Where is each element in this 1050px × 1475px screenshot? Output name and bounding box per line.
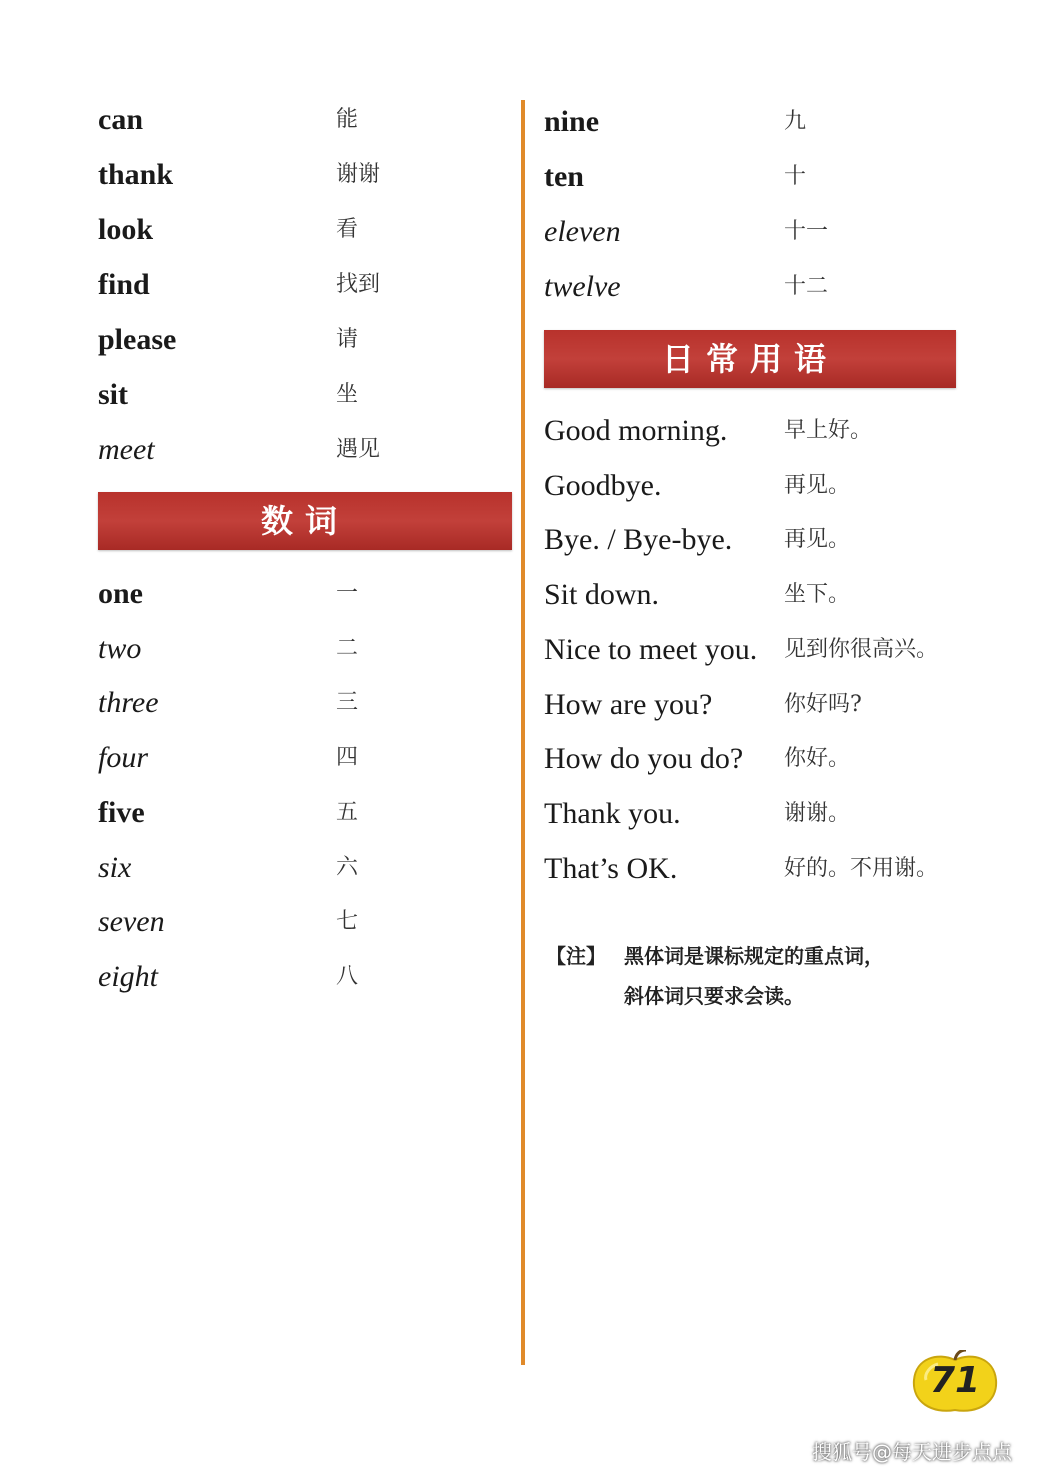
phrases-heading: 日常用语 — [544, 330, 956, 388]
english-term: How are you? — [544, 687, 713, 721]
chinese-translation: 十一 — [784, 219, 829, 244]
note-tag: 【注】 — [546, 944, 606, 968]
chinese-translation: 再见。 — [784, 472, 851, 498]
english-term: Bye. / Bye-bye. — [544, 523, 733, 557]
chinese-translation: 谢谢。 — [784, 800, 851, 826]
english-term: ten — [544, 160, 584, 193]
chinese-translation: 二 — [336, 635, 359, 661]
english-term: thank — [98, 158, 174, 191]
chinese-translation: 能 — [336, 107, 359, 132]
chinese-translation: 请 — [336, 327, 359, 352]
english-term: Good morning. — [544, 414, 728, 447]
chinese-translation: 你好。 — [784, 746, 851, 772]
english-term: How do you do? — [544, 742, 744, 776]
english-term: five — [98, 795, 145, 829]
chinese-translation: 四 — [336, 745, 359, 771]
english-term: one — [98, 577, 143, 610]
english-term: Sit down. — [544, 578, 660, 612]
page-number: 71 — [929, 1360, 981, 1401]
english-term: two — [98, 631, 142, 665]
english-term: That’s OK. — [544, 851, 678, 885]
english-term: eight — [98, 959, 158, 993]
chinese-translation: 八 — [336, 963, 359, 989]
chinese-translation: 遇见 — [336, 437, 381, 462]
english-term: three — [98, 686, 159, 720]
chinese-translation: 坐 — [336, 382, 359, 407]
english-term: can — [98, 103, 143, 136]
chinese-translation: 九 — [784, 109, 807, 134]
chinese-translation: 你好吗? — [784, 691, 862, 717]
column-divider — [521, 100, 525, 1365]
chinese-translation: 三 — [336, 690, 359, 716]
english-term: seven — [98, 905, 165, 939]
english-term: look — [98, 213, 154, 246]
chinese-translation: 六 — [336, 854, 359, 880]
chinese-translation: 找到 — [336, 272, 381, 297]
english-term: Goodbye. — [544, 468, 662, 502]
english-term: eleven — [544, 215, 621, 248]
chinese-translation: 坐下。 — [784, 582, 851, 608]
chinese-translation: 见到你很高兴。 — [784, 636, 939, 662]
chinese-translation: 一 — [336, 581, 359, 606]
english-term: six — [98, 850, 132, 884]
chinese-translation: 十 — [784, 164, 807, 189]
watermark: 搜狐号@每天进步点点 — [812, 1440, 1012, 1464]
chinese-translation: 看 — [336, 217, 359, 242]
english-term: twelve — [544, 270, 621, 303]
english-term: four — [98, 741, 149, 775]
english-term: sit — [98, 378, 128, 411]
english-term: please — [98, 323, 177, 356]
english-term: meet — [98, 433, 155, 466]
note-line-2: 斜体词只要求会读。 — [624, 984, 804, 1008]
chinese-translation: 七 — [336, 909, 359, 935]
english-term: find — [98, 268, 150, 301]
english-term: nine — [544, 105, 600, 138]
note-line-1: 黑体词是课标规定的重点词， — [624, 944, 884, 968]
chinese-translation: 十二 — [784, 274, 829, 299]
chinese-translation: 谢谢 — [336, 162, 381, 187]
chinese-translation: 再见。 — [784, 527, 851, 553]
chinese-translation: 五 — [336, 799, 359, 825]
numerals-heading: 数词 — [98, 492, 512, 550]
english-term: Thank you. — [544, 796, 681, 830]
page-number-apple — [908, 1350, 1002, 1416]
chinese-translation: 好的。不用谢。 — [784, 855, 939, 881]
english-term: Nice to meet you. — [544, 632, 758, 666]
chinese-translation: 早上好。 — [784, 418, 873, 443]
